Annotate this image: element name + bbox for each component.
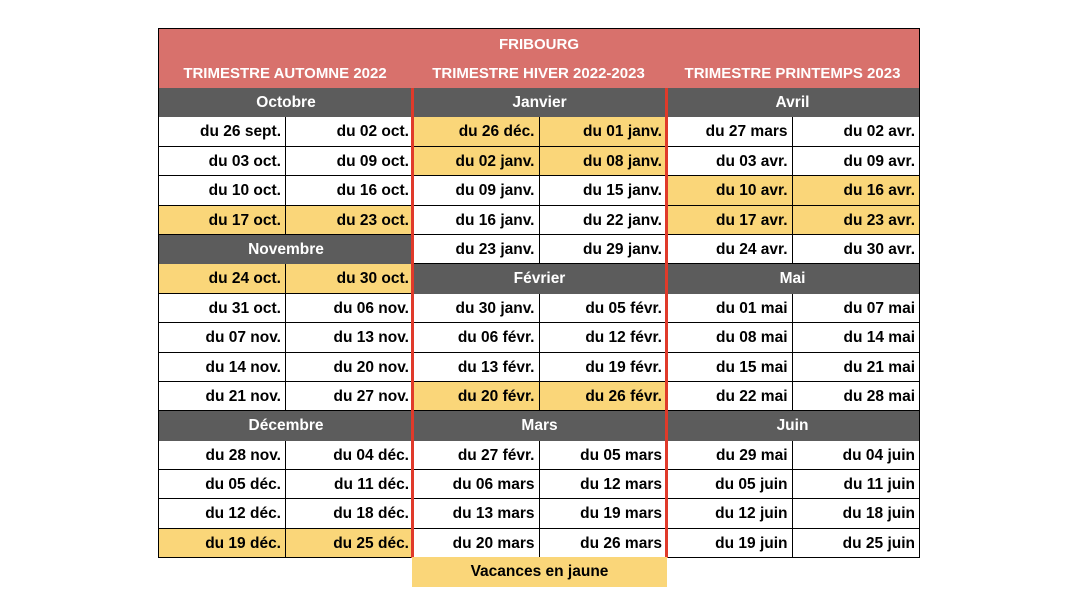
week-end-cell: du 23 oct. xyxy=(286,206,413,235)
week-start-cell: du 15 mai xyxy=(666,353,793,382)
week-start-cell: du 14 nov. xyxy=(159,353,286,382)
week-start-cell: du 05 déc. xyxy=(159,470,286,499)
week-start-cell: du 28 nov. xyxy=(159,441,286,470)
term-header-autumn: TRIMESTRE AUTOMNE 2022 xyxy=(159,60,411,88)
week-row xyxy=(159,147,413,176)
week-row xyxy=(159,117,413,146)
week-start-cell: du 07 nov. xyxy=(159,323,286,352)
week-row xyxy=(666,382,919,411)
week-start-cell: du 24 avr. xyxy=(666,235,793,264)
week-row xyxy=(159,441,413,470)
month-header: Janvier xyxy=(413,88,666,117)
week-row xyxy=(413,353,666,382)
week-start-cell: du 03 avr. xyxy=(666,147,793,176)
week-start-cell: du 26 déc. xyxy=(413,117,540,146)
week-start-cell: du 16 janv. xyxy=(413,206,540,235)
week-end-cell: du 16 oct. xyxy=(286,176,413,205)
week-end-cell: du 09 avr. xyxy=(793,147,920,176)
week-end-cell: du 06 nov. xyxy=(286,294,413,323)
week-end-cell: du 30 oct. xyxy=(286,264,413,293)
week-row-vacation xyxy=(413,382,666,411)
week-end-cell: du 16 avr. xyxy=(793,176,920,205)
week-row-vacation xyxy=(159,529,413,558)
week-end-cell: du 21 mai xyxy=(793,353,920,382)
week-row xyxy=(413,235,666,264)
week-end-cell: du 09 oct. xyxy=(286,147,413,176)
week-end-cell: du 20 nov. xyxy=(286,353,413,382)
week-row xyxy=(413,529,666,558)
week-row xyxy=(666,470,919,499)
week-row xyxy=(159,470,413,499)
week-end-cell: du 22 janv. xyxy=(540,206,667,235)
month-header: Mars xyxy=(413,411,666,440)
week-end-cell: du 04 juin xyxy=(793,441,920,470)
week-end-cell: du 05 mars xyxy=(540,441,667,470)
week-start-cell: du 19 déc. xyxy=(159,529,286,558)
week-row xyxy=(666,147,919,176)
week-start-cell: du 13 févr. xyxy=(413,353,540,382)
term-header-spring: TRIMESTRE PRINTEMPS 2023 xyxy=(666,60,919,88)
week-end-cell: du 27 nov. xyxy=(286,382,413,411)
month-header: Juin xyxy=(666,411,919,440)
calendar-title: FRIBOURG xyxy=(159,29,919,60)
week-row xyxy=(159,382,413,411)
week-start-cell: du 26 sept. xyxy=(159,117,286,146)
week-end-cell: du 26 févr. xyxy=(540,382,667,411)
week-row xyxy=(666,353,919,382)
week-start-cell: du 31 oct. xyxy=(159,294,286,323)
week-end-cell: du 13 nov. xyxy=(286,323,413,352)
term-column-spring xyxy=(666,88,919,558)
week-start-cell: du 12 juin xyxy=(666,499,793,528)
week-end-cell: du 19 févr. xyxy=(540,353,667,382)
week-row xyxy=(413,441,666,470)
week-end-cell: du 23 avr. xyxy=(793,206,920,235)
week-row xyxy=(413,323,666,352)
calendar-table xyxy=(158,28,920,558)
week-end-cell: du 18 déc. xyxy=(286,499,413,528)
week-end-cell: du 15 janv. xyxy=(540,176,667,205)
week-row xyxy=(666,294,919,323)
week-row-vacation xyxy=(159,206,413,235)
week-end-cell: du 02 avr. xyxy=(793,117,920,146)
week-end-cell: du 18 juin xyxy=(793,499,920,528)
week-row xyxy=(413,499,666,528)
week-end-cell: du 08 janv. xyxy=(540,147,667,176)
week-end-cell: du 30 avr. xyxy=(793,235,920,264)
week-end-cell: du 12 mars xyxy=(540,470,667,499)
week-start-cell: du 20 févr. xyxy=(413,382,540,411)
week-start-cell: du 22 mai xyxy=(666,382,793,411)
term-column-winter xyxy=(413,88,666,558)
week-end-cell: du 05 févr. xyxy=(540,294,667,323)
week-row xyxy=(666,235,919,264)
week-row-vacation xyxy=(666,176,919,205)
week-row-vacation xyxy=(159,264,413,293)
week-start-cell: du 27 mars xyxy=(666,117,793,146)
week-start-cell: du 12 déc. xyxy=(159,499,286,528)
week-end-cell: du 11 déc. xyxy=(286,470,413,499)
week-end-cell: du 29 janv. xyxy=(540,235,667,264)
week-start-cell: du 29 mai xyxy=(666,441,793,470)
week-end-cell: du 19 mars xyxy=(540,499,667,528)
week-end-cell: du 01 janv. xyxy=(540,117,667,146)
term-column-autumn xyxy=(159,88,413,558)
week-row-vacation xyxy=(413,117,666,146)
week-start-cell: du 27 févr. xyxy=(413,441,540,470)
week-row xyxy=(666,323,919,352)
week-start-cell: du 23 janv. xyxy=(413,235,540,264)
week-start-cell: du 21 nov. xyxy=(159,382,286,411)
week-start-cell: du 20 mars xyxy=(413,529,540,558)
week-row xyxy=(159,323,413,352)
week-row xyxy=(159,353,413,382)
week-start-cell: du 17 avr. xyxy=(666,206,793,235)
week-row-vacation xyxy=(413,147,666,176)
week-row xyxy=(666,117,919,146)
week-end-cell: du 07 mai xyxy=(793,294,920,323)
week-row-vacation xyxy=(666,206,919,235)
week-end-cell: du 11 juin xyxy=(793,470,920,499)
week-end-cell: du 14 mai xyxy=(793,323,920,352)
month-header: Décembre xyxy=(159,411,413,440)
week-start-cell: du 05 juin xyxy=(666,470,793,499)
month-header: Octobre xyxy=(159,88,413,117)
week-start-cell: du 06 mars xyxy=(413,470,540,499)
month-header: Avril xyxy=(666,88,919,117)
week-row xyxy=(413,206,666,235)
week-row xyxy=(666,529,919,558)
term-divider xyxy=(411,88,414,558)
week-start-cell: du 09 janv. xyxy=(413,176,540,205)
week-end-cell: du 26 mars xyxy=(540,529,667,558)
week-start-cell: du 08 mai xyxy=(666,323,793,352)
week-end-cell: du 12 févr. xyxy=(540,323,667,352)
week-start-cell: du 10 oct. xyxy=(159,176,286,205)
week-end-cell: du 28 mai xyxy=(793,382,920,411)
week-row xyxy=(413,294,666,323)
week-start-cell: du 01 mai xyxy=(666,294,793,323)
week-row xyxy=(159,176,413,205)
week-end-cell: du 25 juin xyxy=(793,529,920,558)
week-row xyxy=(666,499,919,528)
week-row xyxy=(159,499,413,528)
week-start-cell: du 19 juin xyxy=(666,529,793,558)
week-start-cell: du 30 janv. xyxy=(413,294,540,323)
week-start-cell: du 02 janv. xyxy=(413,147,540,176)
month-header: Novembre xyxy=(159,235,413,264)
week-row xyxy=(413,176,666,205)
week-start-cell: du 13 mars xyxy=(413,499,540,528)
month-header: Février xyxy=(413,264,666,293)
week-end-cell: du 02 oct. xyxy=(286,117,413,146)
week-end-cell: du 04 déc. xyxy=(286,441,413,470)
legend-vacation: Vacances en jaune xyxy=(412,557,667,587)
week-start-cell: du 06 févr. xyxy=(413,323,540,352)
term-divider xyxy=(665,88,668,558)
week-row xyxy=(413,470,666,499)
week-end-cell: du 25 déc. xyxy=(286,529,413,558)
week-start-cell: du 24 oct. xyxy=(159,264,286,293)
week-row xyxy=(666,441,919,470)
week-start-cell: du 17 oct. xyxy=(159,206,286,235)
month-header: Mai xyxy=(666,264,919,293)
term-header-winter: TRIMESTRE HIVER 2022-2023 xyxy=(411,60,666,88)
week-start-cell: du 10 avr. xyxy=(666,176,793,205)
week-row xyxy=(159,294,413,323)
week-start-cell: du 03 oct. xyxy=(159,147,286,176)
